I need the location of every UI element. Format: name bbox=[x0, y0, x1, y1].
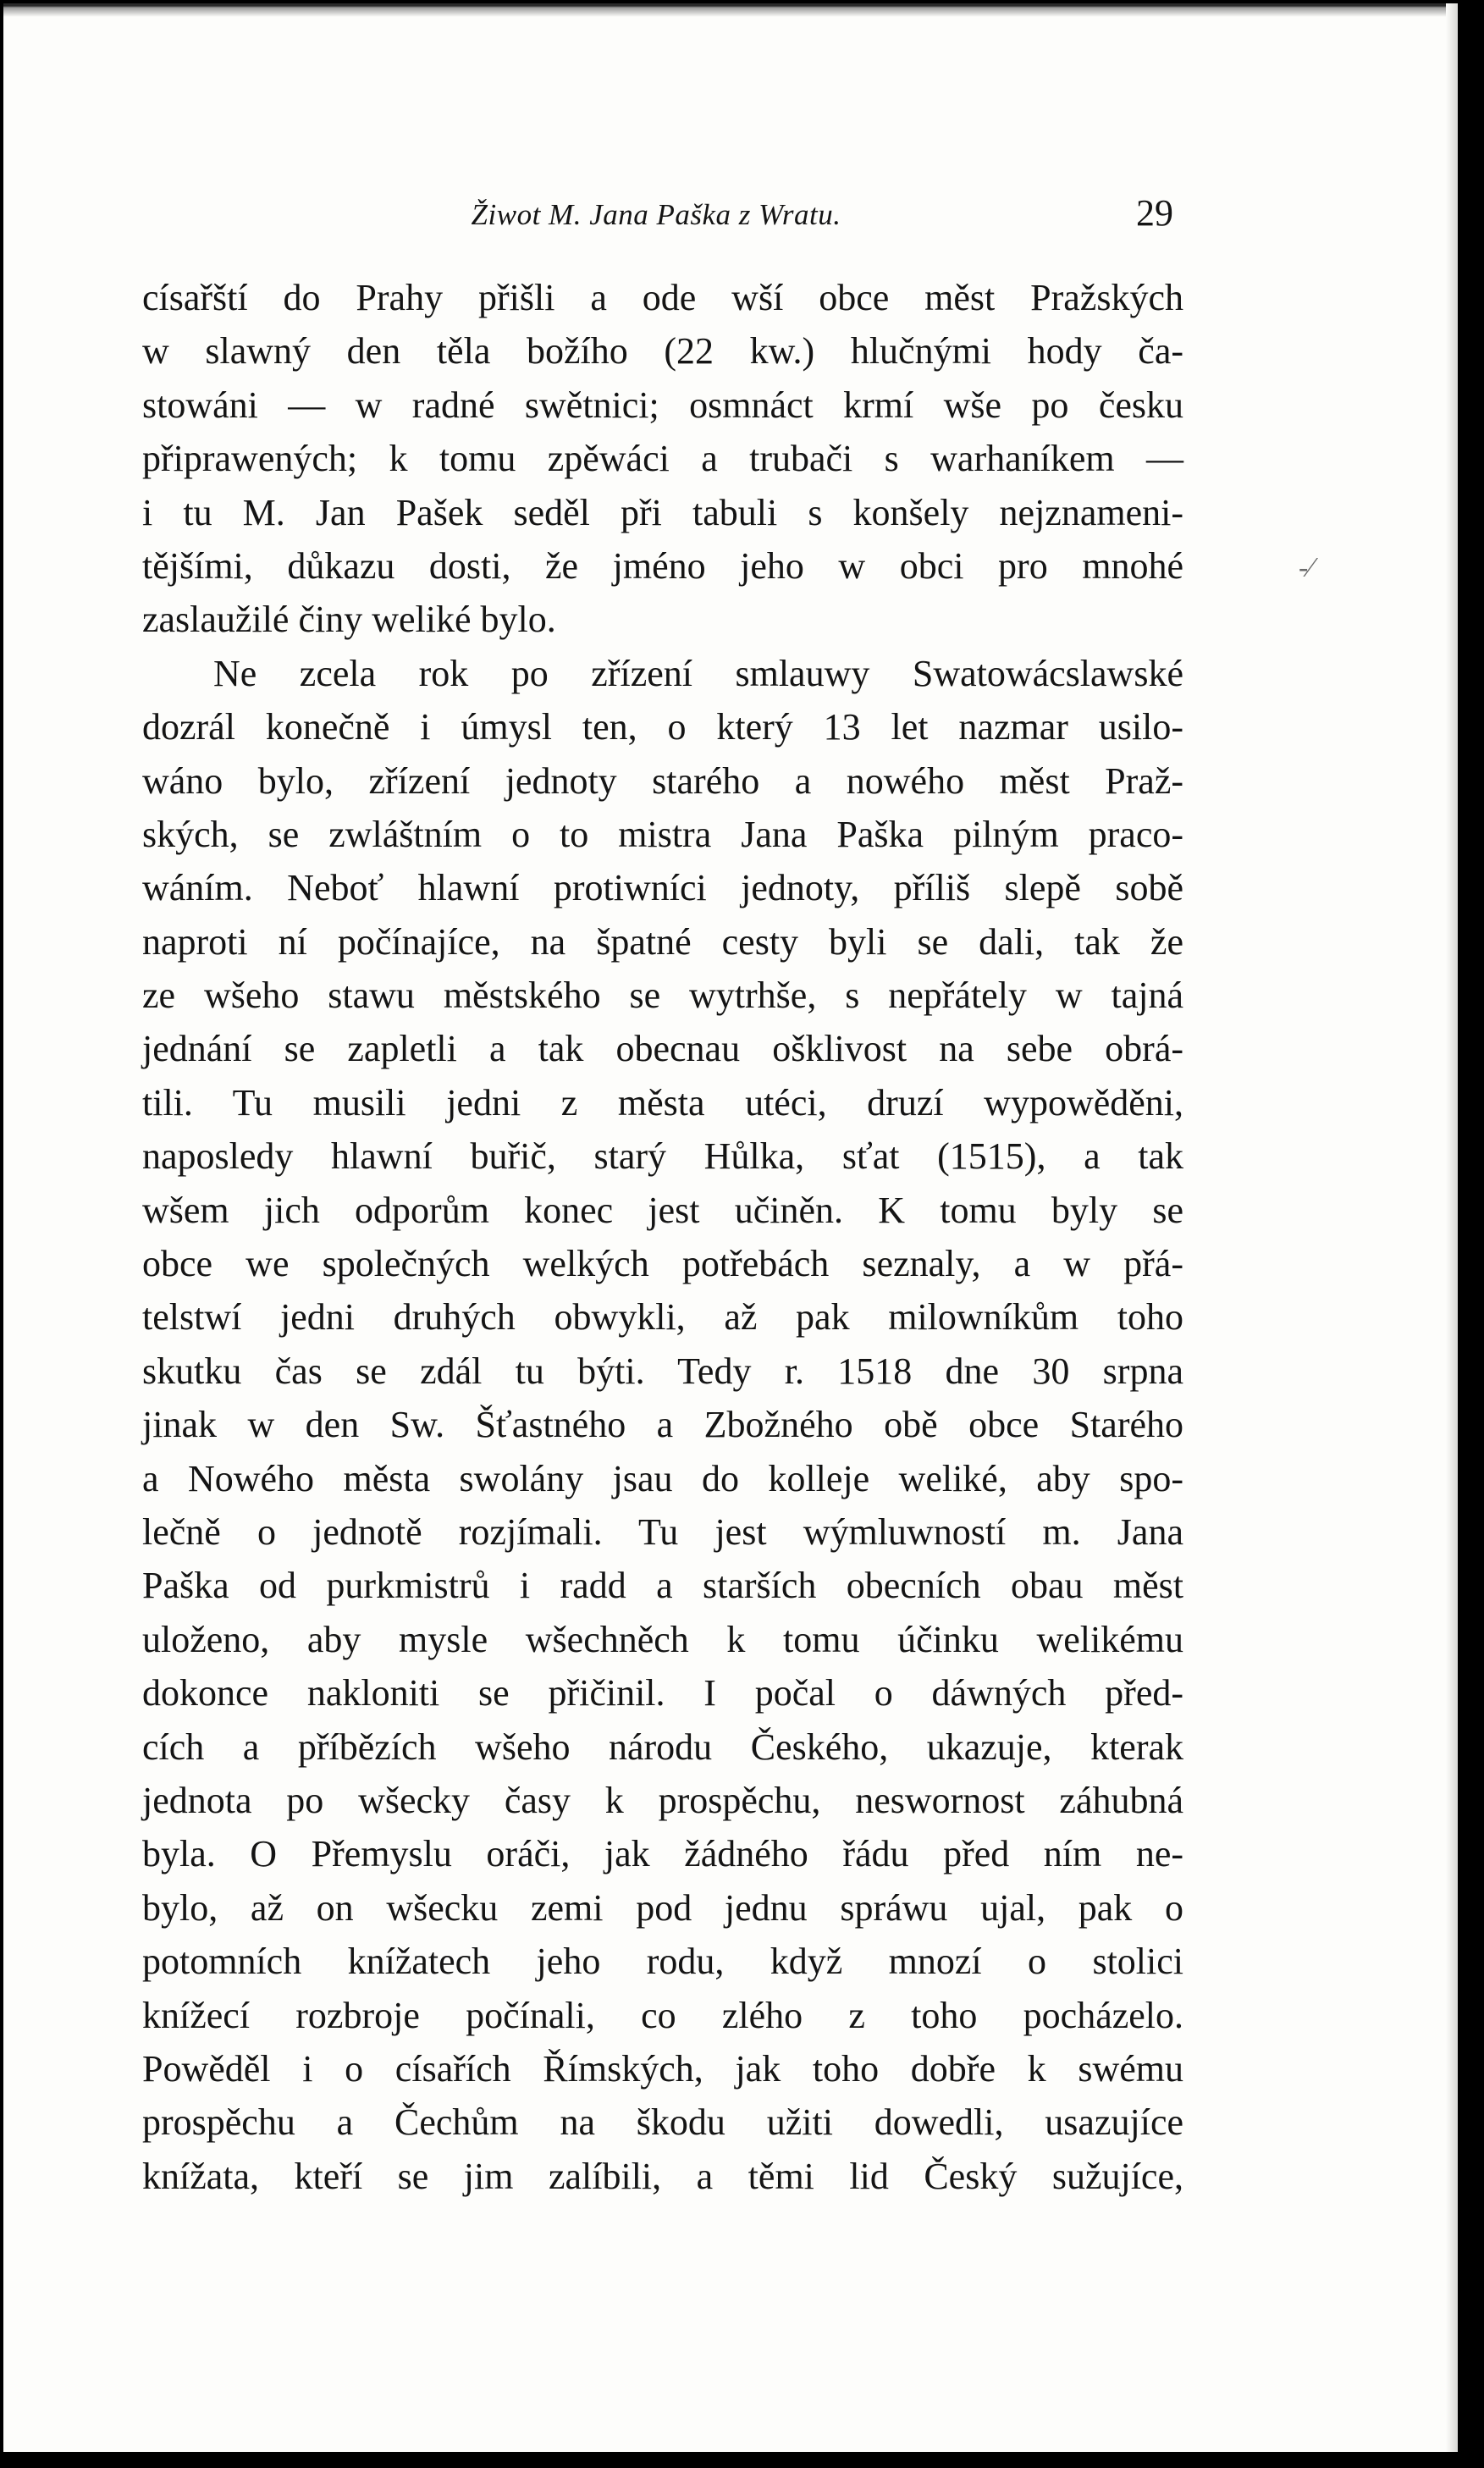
text-line: potomních knížatech jeho rodu, když mnozí o stolici bbox=[142, 1941, 1183, 1983]
running-title: Žiwot M. Jana Paška z Wratu. bbox=[471, 198, 841, 231]
text-line: skutku čas se zdál tu býti. Tedy r. 1518 dne 30 srpna bbox=[142, 1350, 1183, 1392]
text-line: císařští do Prahy přišli a ode wší obce měst Pražských bbox=[142, 277, 1183, 318]
text-line: zaslaužilé činy weliké bylo. bbox=[142, 599, 556, 641]
text-line: a Nowého města swolány jsau do kolleje weliké, aby spo- bbox=[142, 1457, 1183, 1499]
text-line: jednání se zapletli a tak obecnau ošklivost na sebe obrá- bbox=[142, 1028, 1183, 1070]
paragraph-2 bbox=[142, 647, 1183, 2203]
text-line: připrawených; k tomu zpěwáci a trubači s warhaníkem — bbox=[142, 438, 1183, 480]
text-line: dokonce nakloniti se přičinil. I počal o dáwných před- bbox=[142, 1672, 1183, 1714]
text-line: jednota po wšecky časy k prospěchu, neswornost záhubná bbox=[142, 1779, 1183, 1821]
text-line: Ne zcela rok po zřízení smlauwy Swatowácslawské bbox=[213, 652, 1183, 694]
text-line: naposledy hlawní buřič, starý Hůlka, sťat (1515), a tak bbox=[142, 1135, 1183, 1178]
text-line: wáním. Neboť hlawní protiwníci jednoty, příliš slepě sobě bbox=[142, 867, 1183, 909]
page-edge-shadow bbox=[1446, 3, 1458, 2452]
margin-note: -⁄ bbox=[1299, 552, 1313, 583]
paragraph-1 bbox=[142, 271, 1183, 647]
page-number: 29 bbox=[1136, 192, 1173, 234]
book-page bbox=[3, 3, 1458, 2452]
text-line: ských, se zwláštním o to mistra Jana Paška pilným praco- bbox=[142, 813, 1183, 855]
text-line: wáno bylo, zřízení jednoty starého a nowého měst Praž- bbox=[142, 759, 1183, 802]
text-line: i tu M. Jan Pašek seděl při tabuli s konšely nejznameni- bbox=[142, 491, 1183, 533]
text-line: naproti ní počínajíce, na špatné cesty byli se dali, tak že bbox=[142, 920, 1183, 963]
text-line: stowáni — w radné swětnici; osmnáct krmí wše po česku bbox=[142, 384, 1183, 426]
text-line: obce we společných welkých potřebách seznaly, a w přá- bbox=[142, 1243, 1183, 1285]
text-line: dozrál konečně i úmysl ten, o který 13 let nazmar usilo- bbox=[142, 706, 1183, 748]
text-line: byla. O Přemyslu oráči, jak žádného řádu před ním ne- bbox=[142, 1833, 1183, 1875]
text-line: knížata, kteří se jim zalíbili, a těmi lid Český sužujíce, bbox=[142, 2155, 1183, 2197]
scan-top-edge bbox=[3, 3, 1458, 19]
text-line: bylo, až on wšecku zemi pod jednu spráwu ujal, pak o bbox=[142, 1886, 1183, 1929]
body-text bbox=[142, 271, 1183, 2203]
text-line: wšem jich odporům konec jest učiněn. K tomu byly se bbox=[142, 1189, 1183, 1231]
text-line: knížecí rozbroje počínali, co zlého z toho pocházelo. bbox=[142, 1994, 1183, 2036]
text-line: w slawný den těla božího (22 kw.) hlučnými hody ča- bbox=[142, 330, 1183, 373]
text-line: telstwí jedni druhých obwykli, až pak milowníkům toho bbox=[142, 1296, 1183, 1339]
running-head bbox=[139, 191, 1173, 242]
text-line: tějšími, důkazu dosti, že jméno jeho w obci pro mnohé bbox=[142, 544, 1183, 587]
text-line: prospěchu a Čechům na škodu užiti dowedli, usazujíce bbox=[142, 2101, 1183, 2144]
text-line: tili. Tu musili jedni z města utéci, druzí wypowěděni, bbox=[142, 1081, 1183, 1124]
text-line: lečně o jednotě rozjímali. Tu jest wýmluwností m. Jana bbox=[142, 1510, 1183, 1553]
text-line: ze wšeho stawu městského se wytrhše, s nepřátely w tajná bbox=[142, 975, 1183, 1017]
text-line: cích a příbězích wšeho národu Českého, ukazuje, kterak bbox=[142, 1725, 1183, 1768]
text-line: Powěděl i o císařích Římských, jak toho dobře k swému bbox=[142, 2047, 1183, 2090]
text-line: Paška od purkmistrů i radd a starších obecních obau měst bbox=[142, 1565, 1183, 1607]
text-line: jinak w den Sw. Šťastného a Zbožného obě obce Starého bbox=[142, 1404, 1183, 1446]
text-line: uloženo, aby mysle wšechněch k tomu účinku welikému bbox=[142, 1618, 1183, 1660]
